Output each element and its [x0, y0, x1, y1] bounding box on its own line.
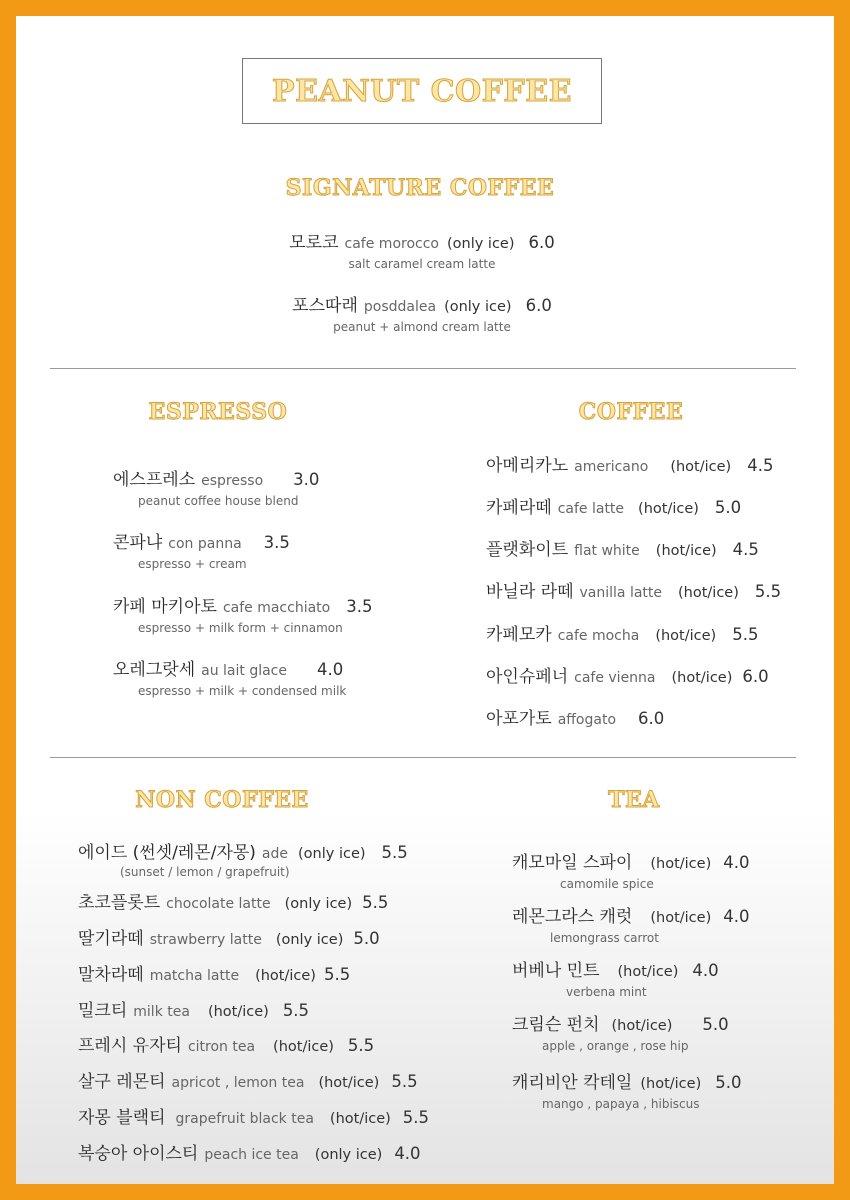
- item-korean: 플랫화이트: [486, 540, 569, 560]
- item-price: 4.0: [723, 907, 750, 926]
- menu-item: [486, 704, 664, 729]
- item-temp: (only ice): [284, 896, 353, 912]
- item-english: au lait glace: [201, 663, 287, 679]
- item-price: 4.0: [723, 853, 750, 872]
- item-korean: 캐모마일 스파이: [512, 853, 633, 873]
- title-box: [242, 58, 602, 124]
- item-english: cafe vienna: [574, 670, 656, 686]
- menu-item: [113, 528, 290, 571]
- item-korean: 바닐라 라떼: [486, 582, 574, 602]
- tea-heading: TEA: [608, 787, 660, 813]
- item-description: camomile spice: [560, 877, 654, 891]
- item-price: 4.5: [747, 456, 774, 475]
- item-temp: (hot/ice): [318, 1075, 380, 1091]
- signature-heading: SIGNATURE COFFEE: [285, 175, 555, 201]
- menu-item: [486, 577, 781, 602]
- item-korean: 에스프레소: [113, 470, 196, 490]
- item-price: 5.5: [282, 1001, 310, 1020]
- item-price: 5.0: [702, 1015, 729, 1034]
- item-english: apricot , lemon tea: [171, 1075, 305, 1091]
- item-temp: (hot/ice): [678, 585, 739, 601]
- item-english: strawberry latte: [149, 932, 262, 948]
- item-korean: 카페모카: [486, 625, 552, 645]
- menu-item: [512, 956, 719, 999]
- item-temp: (only ice): [298, 846, 366, 862]
- item-korean: 카페 마키아토: [113, 597, 217, 617]
- item-description: salt caramel cream latte: [348, 257, 496, 271]
- item-temp: (only ice): [446, 236, 515, 252]
- item-temp: (hot/ice): [640, 1076, 702, 1092]
- item-temp: (hot/ice): [255, 968, 316, 984]
- item-korean: 복숭아 아이스티: [78, 1144, 199, 1164]
- item-price: 5.5: [323, 965, 351, 984]
- item-description: peanut + almond cream latte: [333, 320, 511, 334]
- item-price: 5.0: [715, 1073, 742, 1092]
- item-english: americano: [574, 459, 649, 475]
- item-temp: (hot/ice): [655, 543, 717, 559]
- menu-item: [78, 1103, 429, 1128]
- item-korean: 살구 레몬티: [78, 1072, 166, 1092]
- menu-item: [78, 838, 408, 879]
- item-description: espresso + milk + condensed milk: [138, 684, 347, 698]
- item-english: affogato: [557, 712, 617, 728]
- item-temp: (only ice): [275, 932, 344, 948]
- item-price: 6.0: [528, 233, 555, 252]
- item-temp: (only ice): [314, 1147, 383, 1163]
- item-korean: 크림슨 펀치: [512, 1015, 600, 1035]
- item-temp: (hot/ice): [650, 856, 712, 872]
- item-price: 5.5: [402, 1108, 430, 1127]
- item-price: 5.5: [391, 1072, 418, 1091]
- item-english: cafe morocco: [344, 236, 439, 252]
- item-description: apple , orange , rose hip: [542, 1039, 689, 1053]
- menu-item: [78, 1031, 374, 1056]
- menu-item: [512, 848, 749, 891]
- menu-title: PEANUT COFFEE: [272, 73, 572, 109]
- item-temp: (hot/ice): [655, 628, 717, 644]
- item-english: cafe macchiato: [222, 600, 331, 616]
- menu-item: [78, 1139, 421, 1164]
- item-english: citron tea: [187, 1039, 256, 1055]
- item-english: ade: [261, 846, 289, 862]
- item-temp: (hot/ice): [671, 670, 733, 686]
- item-korean: 에이드 (썬셋/레몬/자몽): [78, 843, 256, 863]
- item-description: espresso + milk form + cinnamon: [138, 621, 343, 635]
- item-price: 4.0: [394, 1144, 421, 1163]
- menu-item: [512, 1010, 729, 1053]
- item-temp: (hot/ice): [638, 501, 699, 517]
- item-korean: 프레시 유자티: [78, 1036, 182, 1056]
- divider: [50, 368, 796, 369]
- item-korean: 밀크티: [78, 1001, 128, 1021]
- item-description: (sunset / lemon / grapefruit): [120, 865, 290, 879]
- menu-item: [486, 535, 759, 560]
- item-english: milk tea: [133, 1004, 190, 1020]
- item-korean: 모로코: [289, 233, 339, 253]
- item-description: espresso + cream: [138, 557, 247, 571]
- item-price: 5.5: [347, 1036, 375, 1055]
- item-english: chocolate latte: [166, 896, 271, 912]
- item-description: lemongrass carrot: [550, 931, 659, 945]
- item-english: grapefruit black tea: [175, 1111, 314, 1127]
- item-korean: 아인슈페너: [486, 667, 569, 687]
- menu-item: [486, 662, 769, 687]
- item-korean: 콘파냐: [113, 533, 163, 553]
- menu-item: [78, 960, 350, 985]
- item-description: mango , papaya , hibiscus: [542, 1097, 700, 1111]
- item-price: 3.5: [263, 533, 290, 552]
- item-price: 5.5: [732, 625, 759, 644]
- menu-item: [113, 592, 372, 635]
- item-english: peach ice tea: [204, 1147, 299, 1163]
- menu-item: [78, 996, 309, 1021]
- item-price: 6.0: [525, 296, 552, 315]
- item-english: espresso: [201, 473, 264, 489]
- item-korean: 버베나 민트: [512, 961, 600, 981]
- item-price: 5.0: [714, 498, 742, 517]
- item-temp: (hot/ice): [670, 459, 732, 475]
- menu-item: [78, 1067, 418, 1092]
- menu-item: [78, 924, 380, 949]
- item-korean: 레몬그라스 캐럿: [512, 907, 633, 927]
- item-korean: 포스따래: [292, 296, 358, 316]
- item-temp: (hot/ice): [329, 1111, 391, 1127]
- non-coffee-heading: NON COFFEE: [135, 787, 309, 813]
- item-price: 6.0: [742, 667, 769, 686]
- item-temp: (hot/ice): [273, 1039, 334, 1055]
- item-korean: 오레그랏세: [113, 660, 196, 680]
- item-korean: 아포가토: [486, 709, 552, 729]
- item-korean: 초코플롯트: [78, 893, 161, 913]
- item-english: cafe latte: [557, 501, 625, 517]
- espresso-heading: ESPRESSO: [148, 399, 288, 425]
- item-price: 5.5: [362, 893, 389, 912]
- menu-item: [486, 620, 758, 645]
- item-price: 3.0: [293, 470, 320, 489]
- item-english: con panna: [168, 536, 242, 552]
- item-temp: (hot/ice): [611, 1018, 673, 1034]
- menu-item: [289, 228, 555, 271]
- item-korean: 아메리카노: [486, 456, 569, 476]
- item-english: posddalea: [363, 299, 437, 315]
- item-price: 5.5: [381, 843, 408, 862]
- item-english: cafe mocha: [557, 628, 640, 644]
- item-price: 4.0: [692, 961, 719, 980]
- item-english: vanilla latte: [579, 585, 663, 601]
- item-price: 3.5: [346, 597, 373, 616]
- item-korean: 캐리비안 칵테일: [512, 1073, 633, 1093]
- menu-item: [292, 291, 552, 334]
- item-korean: 말차라떼: [78, 965, 144, 985]
- menu-item: [486, 493, 741, 518]
- item-price: 4.5: [732, 540, 759, 559]
- item-price: 4.0: [317, 660, 344, 679]
- menu-item: [113, 465, 319, 508]
- menu-item: [512, 902, 749, 945]
- item-korean: 카페라떼: [486, 498, 552, 518]
- divider: [50, 757, 796, 758]
- menu-item: [486, 451, 773, 476]
- item-temp: (hot/ice): [207, 1004, 269, 1020]
- item-temp: (hot/ice): [617, 964, 679, 980]
- menu-item: [113, 655, 346, 698]
- item-english: flat white: [574, 543, 640, 559]
- item-description: peanut coffee house blend: [138, 494, 299, 508]
- item-temp: (hot/ice): [650, 910, 712, 926]
- item-korean: 자몽 블랙티: [78, 1108, 166, 1128]
- coffee-heading: COFFEE: [578, 399, 684, 425]
- item-description: verbena mint: [566, 985, 647, 999]
- item-english: matcha latte: [149, 968, 240, 984]
- item-korean: 딸기라떼: [78, 929, 144, 949]
- item-price: 6.0: [638, 709, 665, 728]
- item-price: 5.5: [754, 582, 782, 601]
- item-temp: (only ice): [444, 299, 512, 315]
- menu-item: [512, 1068, 741, 1111]
- menu-item: [78, 888, 388, 913]
- item-price: 5.0: [353, 929, 380, 948]
